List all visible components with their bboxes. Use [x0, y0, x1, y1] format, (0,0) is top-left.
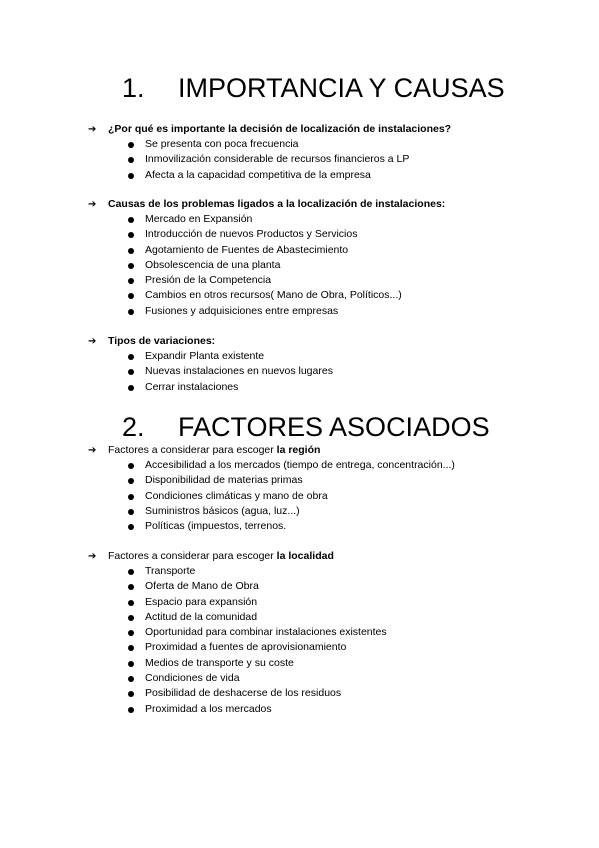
list-item — [88, 579, 568, 594]
list-item-text: Disponibilidad de materias primas — [145, 474, 303, 487]
list-item-text: Mercado en Expansión — [145, 213, 253, 225]
section-2-title: FACTORES ASOCIADOS — [178, 412, 490, 442]
arrow-icon: ➔ — [88, 336, 97, 347]
bullet-icon — [128, 524, 134, 530]
list-item-text: Cerrar instalaciones — [145, 380, 239, 393]
list-item-text: Transporte — [145, 565, 196, 577]
question-text: Causas de los problemas ligados a la localización de instalaciones: — [108, 198, 446, 210]
list-item-text: Presión de la Competencia — [145, 274, 272, 287]
bullet-icon — [128, 263, 134, 269]
list-item — [88, 640, 568, 655]
bullet-icon — [128, 645, 134, 651]
group-question — [88, 197, 568, 212]
bullet-icon — [128, 584, 134, 590]
list-item — [88, 243, 568, 258]
list-item-text: Nuevas instalaciones en nuevos lugares — [145, 365, 333, 378]
list-item — [88, 702, 568, 717]
list-item — [88, 380, 568, 395]
section-2-heading — [122, 412, 490, 442]
list-item — [88, 258, 568, 273]
section-1-heading — [122, 73, 505, 103]
bullet-icon — [128, 569, 134, 575]
list-item — [88, 671, 568, 686]
list-item-text: Cambios en otros recursos( Mano de Obra, Políticos...) — [145, 289, 402, 302]
list-item-text: Inmovilización considerable de recursos financieros a LP — [145, 153, 410, 166]
bullet-list — [88, 564, 568, 717]
question-prefix: Factores a considerar para escoger — [108, 550, 277, 562]
bullet-icon — [128, 478, 134, 484]
arrow-icon: ➔ — [88, 551, 97, 562]
list-item-text: Proximidad a fuentes de aprovisionamiento — [145, 641, 347, 654]
list-item — [88, 152, 568, 167]
list-item-text: Medios de transporte y su coste — [145, 656, 294, 669]
group-region — [88, 443, 568, 534]
bullet-icon — [128, 157, 134, 163]
list-item-text: Políticas (impuestos, terrenos. — [145, 520, 287, 533]
list-item — [88, 212, 568, 227]
arrow-icon: ➔ — [88, 445, 97, 456]
list-item-text: Oferta de Mano de Obra — [145, 580, 259, 593]
question-text — [108, 443, 320, 458]
group-question — [88, 549, 568, 564]
section-1-title: IMPORTANCIA Y CAUSAS — [178, 73, 505, 103]
question-text: ¿Por qué es importante la decisión de localización de instalaciones? — [108, 123, 452, 135]
bullet-list — [88, 212, 568, 319]
question-prefix: Factores a considerar para escoger — [108, 444, 277, 456]
question-text — [108, 549, 334, 564]
bullet-list — [88, 137, 568, 183]
list-item — [88, 273, 568, 288]
bullet-icon — [128, 173, 134, 179]
group-importance — [88, 122, 568, 183]
group-variations — [88, 334, 568, 395]
list-item — [88, 227, 568, 242]
list-item — [88, 473, 568, 488]
list-item-text: Afecta a la capacidad competitiva de la empresa — [145, 168, 371, 181]
list-item-text: Suministros básicos (agua, luz...) — [145, 504, 300, 517]
list-item-text: Introducción de nuevos Productos y Servicios — [145, 228, 358, 241]
group-question — [88, 334, 568, 349]
bullet-icon — [128, 630, 134, 636]
question-emphasis: la localidad — [276, 550, 334, 562]
group-locality — [88, 549, 568, 717]
list-item-text: Agotamiento de Fuentes de Abastecimiento — [145, 243, 349, 256]
list-item — [88, 489, 568, 504]
question-emphasis: la región — [276, 444, 321, 456]
bullet-icon — [128, 278, 134, 284]
arrow-icon: ➔ — [88, 199, 97, 210]
bullet-icon — [128, 600, 134, 606]
bullet-icon — [128, 661, 134, 667]
list-item — [88, 519, 568, 534]
list-item-text: Fusiones y adquisiciones entre empresas — [145, 304, 339, 317]
list-item — [88, 656, 568, 671]
group-causes — [88, 197, 568, 319]
list-item — [88, 288, 568, 303]
bullet-icon — [128, 463, 134, 469]
list-item — [88, 564, 568, 579]
list-item — [88, 364, 568, 379]
list-item-text: Actitud de la comunidad — [145, 610, 258, 623]
list-item — [88, 168, 568, 183]
list-item — [88, 137, 568, 152]
bullet-icon — [128, 293, 134, 299]
list-item — [88, 349, 568, 364]
bullet-icon — [128, 217, 134, 223]
arrow-icon: ➔ — [88, 124, 97, 135]
list-item — [88, 595, 568, 610]
list-item-text: Proximidad a los mercados — [145, 702, 272, 715]
bullet-icon — [128, 354, 134, 360]
bullet-list — [88, 349, 568, 395]
question-text: Tipos de variaciones: — [108, 335, 216, 347]
list-item-text: Posibilidad de deshacerse de los residuos — [145, 687, 342, 700]
list-item-text: Accesibilidad a los mercados (tiempo de entrega, concentración...) — [145, 459, 455, 471]
bullet-icon — [128, 691, 134, 697]
bullet-icon — [128, 369, 134, 375]
section-2-number: 2. — [122, 412, 145, 442]
list-item — [88, 625, 568, 640]
list-item-text: Espacio para expansión — [145, 595, 258, 608]
list-item — [88, 610, 568, 625]
list-item-text: Condiciones de vida — [145, 672, 240, 685]
list-item-text: Expandir Planta existente — [145, 350, 265, 362]
list-item-text: Obsolescencia de una planta — [145, 258, 281, 271]
list-item — [88, 458, 568, 473]
list-item — [88, 686, 568, 701]
section-1-number: 1. — [122, 73, 145, 103]
list-item — [88, 304, 568, 319]
bullet-list — [88, 458, 568, 534]
list-item — [88, 504, 568, 519]
bullet-icon — [128, 509, 134, 515]
bullet-icon — [128, 248, 134, 254]
bullet-icon — [128, 232, 134, 238]
list-item-text: Oportunidad para combinar instalaciones existentes — [145, 626, 387, 639]
bullet-icon — [128, 494, 134, 500]
bullet-icon — [128, 676, 134, 682]
bullet-icon — [128, 615, 134, 621]
list-item-text: Condiciones climáticas y mano de obra — [145, 489, 328, 502]
list-item-text: Se presenta con poca frecuencia — [145, 138, 299, 150]
group-question — [88, 443, 568, 458]
bullet-icon — [128, 707, 134, 713]
group-question — [88, 122, 568, 137]
bullet-icon — [128, 142, 134, 148]
bullet-icon — [128, 385, 134, 391]
bullet-icon — [128, 309, 134, 315]
